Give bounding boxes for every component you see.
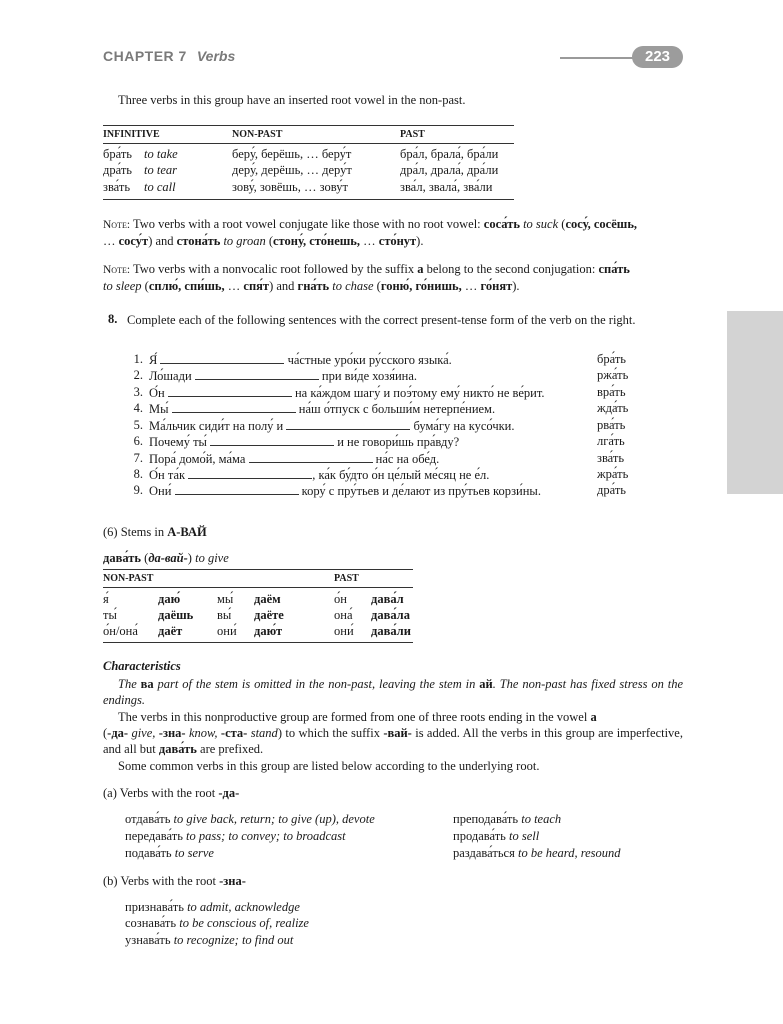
item-number: 8.	[133, 467, 143, 481]
table1-top-rule	[103, 125, 514, 126]
past-forms: бра́л, брала́, бра́ли	[400, 147, 499, 161]
list-item: раздава́ться to be heard, resound	[453, 846, 621, 860]
exercise-verb: зва́ть	[597, 451, 625, 465]
section-verb-line: дава́ть (да-вай-) to give	[103, 551, 229, 565]
exercise-item: 8. О́н та́к , ка́к бу́дто о́н це́лый ме́сяц не е́л.	[127, 467, 647, 483]
list-item: подава́ть to serve	[125, 846, 214, 860]
note-label: Note:	[103, 264, 131, 276]
answer-blank[interactable]	[195, 368, 319, 380]
list-item: сознава́ть to be conscious of, realize	[125, 916, 309, 930]
answer-blank[interactable]	[210, 434, 334, 446]
characteristics-heading: Characteristics	[103, 659, 181, 673]
item-number: 9.	[133, 483, 143, 497]
item-number: 2.	[133, 368, 143, 382]
exercise-verb: жра́ть	[597, 467, 629, 481]
header-rule	[560, 57, 640, 59]
table2-header-rule	[103, 587, 413, 588]
table1-header-past: PAST	[400, 129, 425, 140]
nonpast-forms: деру́, дерёшь, … деру́т	[232, 163, 352, 177]
exercise-verb: ржа́ть	[597, 368, 629, 382]
exercise-verb: жда́ть	[597, 401, 629, 415]
answer-blank[interactable]	[168, 385, 292, 397]
list-item: признава́ть to admit, acknowledge	[125, 900, 300, 914]
item-number: 5.	[133, 418, 143, 432]
exercise-item: 7. Пора́ домо́й, ма́ма на́с на обе́д.	[127, 451, 647, 467]
exercise-item: 5. Ма́льчик сиди́т на полу́ и бума́гу на кусо́чки.	[127, 418, 647, 434]
table2-top-rule	[103, 569, 413, 570]
answer-blank[interactable]	[188, 467, 312, 479]
exercise-verb: бра́ть	[597, 352, 626, 366]
characteristics-p2: The verbs in this nonproductive group are formed from one of three roots ending in the vowel а (-да- give, -зна- know, -ста- stand) to which the suffix -вай- is added. All the verbs in this group are imperfective, and all but дава́ть are prefixed.	[103, 710, 683, 756]
exercise-item: 1. Я́ ча́стные уро́ки ру́сского языка́.	[127, 352, 647, 368]
answer-blank[interactable]	[160, 352, 284, 364]
chapter-label: CHAPTER 7	[103, 48, 187, 64]
item-number: 6.	[133, 434, 143, 448]
answer-blank[interactable]	[172, 401, 296, 413]
exercise-verb: вра́ть	[597, 385, 626, 399]
list-item: передава́ть to pass; to convey; to broadcast	[125, 829, 346, 843]
exercise-verb: лга́ть	[597, 434, 625, 448]
answer-blank[interactable]	[175, 483, 299, 495]
exercise-verb: дра́ть	[597, 483, 626, 497]
table1-bottom-rule	[103, 199, 514, 200]
exercise-item: 9. Они́ кору́ с пру́тьев и де́лают из пру́тьев корзи́ны.	[127, 483, 647, 499]
exercise-item: 2. Ло́шади при ви́де хозя́ина.	[127, 368, 647, 384]
exercise-item: 4. Мы́ на́ш о́тпуск с больши́м нетерпе́нием.	[127, 401, 647, 417]
list-item: продава́ть to sell	[453, 829, 540, 843]
item-number: 1.	[133, 352, 143, 366]
item-number: 4.	[133, 401, 143, 415]
list-item: преподава́ть to teach	[453, 812, 562, 826]
list-item: узнава́ть to recognize; to find out	[125, 933, 294, 947]
gloss: to take	[144, 147, 178, 161]
answer-blank[interactable]	[286, 418, 410, 430]
group-a-heading: (a) Verbs with the root -да-	[103, 786, 240, 800]
table-row	[103, 180, 523, 197]
nonpast-forms: беру́, берёшь, … беру́т	[232, 147, 352, 161]
table-row	[103, 147, 523, 164]
table1-header-rule	[103, 143, 514, 144]
past-forms: зва́л, звала́, зва́ли	[400, 180, 493, 194]
item-number: 3.	[133, 385, 143, 399]
infinitive: дра́ть	[103, 163, 132, 177]
nonpast-forms: зову́, зовёшь, … зову́т	[232, 180, 348, 194]
intro-text: Three verbs in this group have an inserted root vowel in the non-past.	[118, 93, 466, 107]
table1-header-nonpast: NON-PAST	[232, 129, 283, 140]
item-number: 7.	[133, 451, 143, 465]
table2-header-past: PAST	[334, 573, 359, 584]
table-row	[103, 163, 523, 180]
group-b-heading: (b) Verbs with the root -зна-	[103, 874, 246, 888]
infinitive: бра́ть	[103, 147, 132, 161]
chapter-thumb-tab	[727, 311, 783, 494]
gloss: to call	[144, 180, 176, 194]
exercise-item: 6. Почему́ ты́ и не говори́шь пра́вду?	[127, 434, 647, 450]
past-forms: дра́л, драла́, дра́ли	[400, 163, 499, 177]
exercise-number: 8.	[108, 312, 118, 326]
exercise-item: 3. О́н на ка́ждом шагу́ и поэ́тому ему́ никто́ не ве́рит.	[127, 385, 647, 401]
table2-header-nonpast: NON-PAST	[103, 573, 154, 584]
chapter-topic: Verbs	[196, 48, 236, 64]
exercise-verb: рва́ть	[597, 418, 626, 432]
answer-blank[interactable]	[249, 451, 373, 463]
note-2: Note: Two verbs with a nonvocalic root followed by the suffix а belong to the second conjugation: спа́ть to sleep (сплю́, спи́шь, … спя́т) and гна́ть to chase (гоню́, го́нишь, … го́нят).	[103, 262, 630, 293]
characteristics-p1: The ва part of the stem is omitted in the non-past, leaving the stem in ай. The non-past has fixed stress on the endings.	[103, 677, 683, 707]
running-header	[103, 48, 235, 64]
page-number: 223	[632, 46, 683, 68]
note-label: Note:	[103, 219, 131, 231]
note-1: Note: Two verbs with a root vowel conjugate like those with no root vowel: соса́ть to suck (сосу́, сосёшь, … сосу́т) and стона́ть to groan (стону́, сто́нешь, … сто́нут).	[103, 217, 638, 248]
characteristics-p3: Some common verbs in this group are listed below according to the underlying root.	[118, 759, 540, 773]
exercise-instruction: Complete each of the following sentences with the correct present-tense form of the verb on the right.	[127, 313, 636, 327]
table1-header-infinitive: INFINITIVE	[103, 129, 160, 140]
section-heading: (6) Stems in А-ВАЙ	[103, 525, 207, 539]
list-item: отдава́ть to give back, return; to give (up), devote	[125, 812, 375, 826]
table2-bottom-rule	[103, 642, 413, 643]
gloss: to tear	[144, 163, 177, 177]
infinitive: зва́ть	[103, 180, 131, 194]
